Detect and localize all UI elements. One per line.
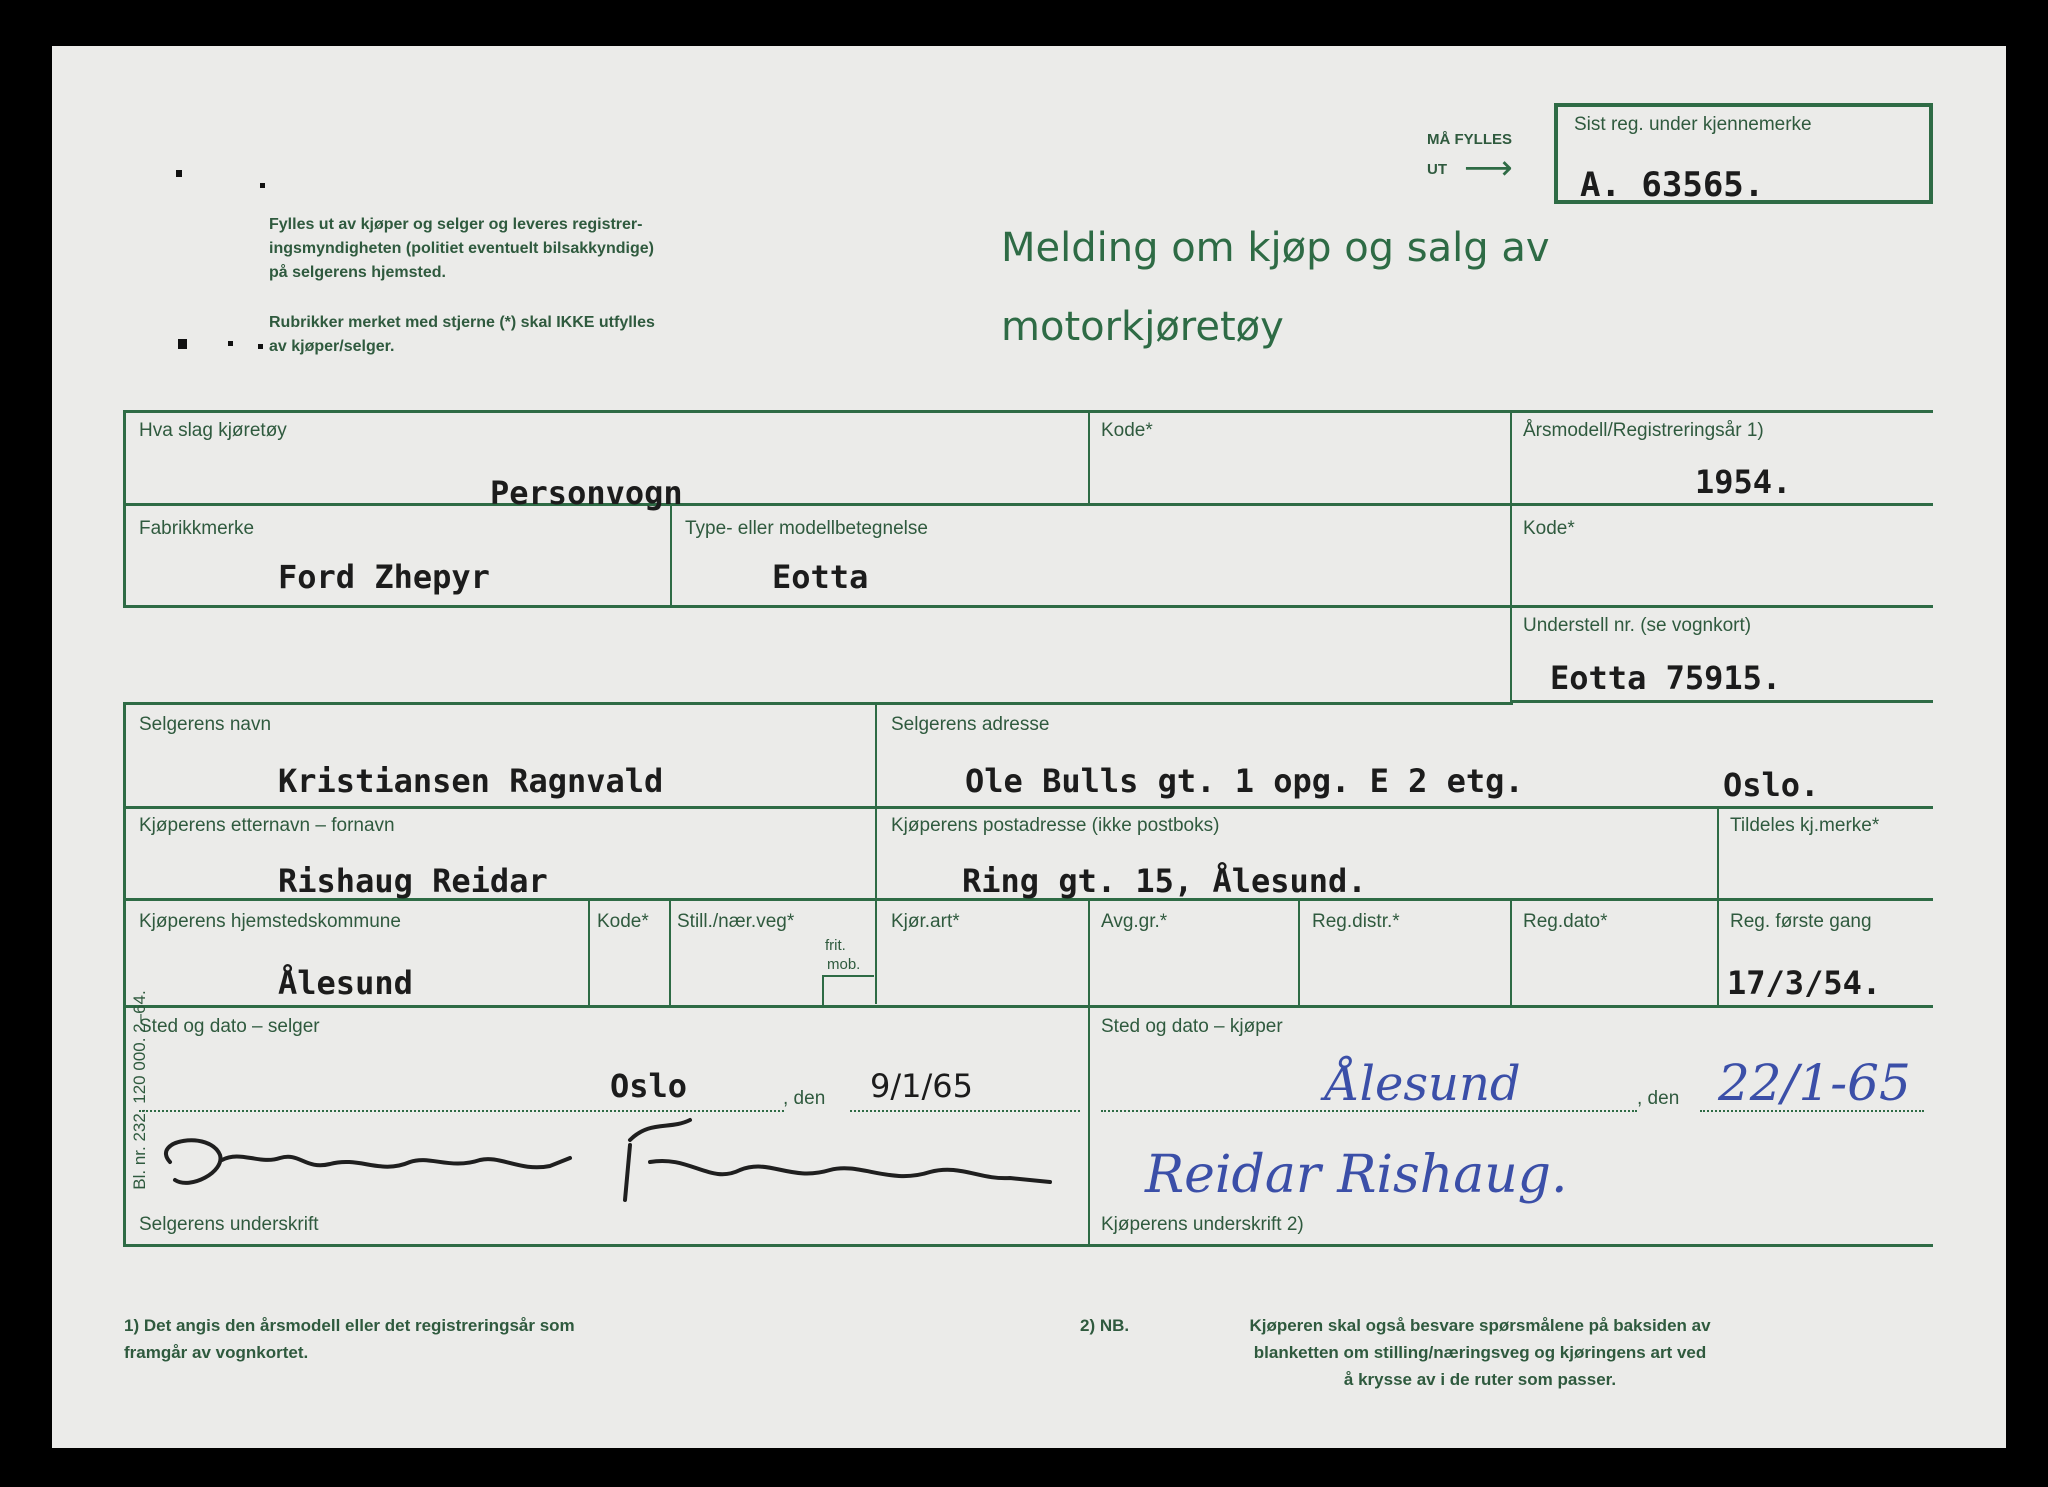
kommune-label: Kjøperens hjemstedskommune [139, 911, 401, 932]
sted-selger-label: Sted og dato – selger [139, 1016, 320, 1037]
punch-mark [260, 183, 265, 188]
footnote-2-prefix: 2) NB. [1080, 1316, 1130, 1335]
seller-name-value[interactable]: Kristiansen Ragnvald [278, 762, 664, 800]
buyer-signature: Reidar Rishaug. [1145, 1145, 1568, 1205]
arrow-icon: ⟶ [1464, 148, 1513, 188]
seller-address-value[interactable]: Ole Bulls gt. 1 opg. E 2 etg. [965, 762, 1524, 800]
footnote-1: 1) Det angis den årsmodell eller det registreringsår som framgår av vognkortet. [124, 1316, 575, 1362]
ut-label: UT [1427, 161, 1447, 178]
instruction-text: Fylles ut av kjøper og selger og leveres registrer- ingsmyndigheten (politiet eventuelt bilsakkyndige) på selgerens hjemsted. [269, 216, 654, 281]
dato-selger-value[interactable]: 9/1/65 [870, 1067, 973, 1105]
buyer-name-value[interactable]: Rishaug Reidar [278, 862, 548, 900]
sist-reg-value[interactable]: A. 63565. [1580, 165, 1765, 205]
sted-selger-value[interactable]: Oslo [610, 1067, 688, 1105]
frit-label: frit. [825, 937, 846, 954]
fabrikkmerke-label: Fabrikkmerke [139, 518, 255, 539]
footnote-2: Kjøperen skal også besvare spørsmålene på baksiden av blanketten om stilling/næringsveg og kjøringens art ved å krysse av i de ruter som passer. [1249, 1316, 1711, 1389]
seller-signature-label: Selgerens underskrift [139, 1214, 319, 1235]
punch-mark [228, 341, 233, 346]
seller-name-label: Selgerens navn [139, 714, 272, 735]
buyer-name-label: Kjøperens etternavn – fornavn [139, 815, 395, 836]
still-label: Still./nær.veg* [677, 911, 795, 932]
form-title-line-2: motorkjøretøy [1001, 304, 1284, 350]
seller-address-label: Selgerens adresse [891, 714, 1050, 735]
maa-fylles-label: MÅ FYLLES [1427, 131, 1512, 148]
arsmodell-label: Årsmodell/Registreringsår 1) [1523, 420, 1764, 441]
reg-forste-label: Reg. første gang [1730, 911, 1872, 932]
seller-signature-icon [130, 1100, 1090, 1220]
understell-label: Understell nr. (se vognkort) [1523, 615, 1752, 636]
regdato-label: Reg.dato* [1523, 911, 1608, 932]
fabrikkmerke-value[interactable]: Ford Zhepyr [278, 558, 490, 596]
form-title-line-1: Melding om kjøp og salg av [1001, 225, 1550, 271]
reg-forste-value[interactable]: 17/3/54. [1727, 964, 1882, 1002]
vehicle-type-value[interactable]: Personvogn [490, 474, 683, 512]
dato-kjoper-value[interactable]: 22/1-65 [1718, 1054, 1911, 1112]
buyer-signature-label: Kjøperens underskrift 2) [1101, 1214, 1304, 1235]
kode2-label: Kode* [1523, 518, 1575, 539]
kjorart-label: Kjør.art* [891, 911, 960, 932]
kode-label: Kode* [1101, 420, 1153, 441]
modell-label: Type- eller modellbetegnelse [685, 518, 928, 539]
understell-value[interactable]: Eotta 75915. [1550, 659, 1782, 697]
kommune-kode-label: Kode* [597, 911, 649, 932]
modell-value[interactable]: Eotta [772, 558, 869, 596]
seller-city-value[interactable]: Oslo. [1723, 766, 1820, 804]
tildeles-label: Tildeles kj.merke* [1730, 815, 1880, 836]
kommune-value[interactable]: Ålesund [278, 964, 413, 1002]
punch-mark [178, 339, 187, 349]
form-number-side-text: Bl. nr. 232. 120 000. 2–64. [130, 990, 149, 1190]
mob-label: mob. [827, 956, 861, 973]
den-label: , den [783, 1088, 826, 1109]
punch-mark [258, 344, 263, 349]
avggr-label: Avg.gr.* [1101, 911, 1168, 932]
sted-kjoper-label: Sted og dato – kjøper [1101, 1016, 1283, 1037]
regdistr-label: Reg.distr.* [1312, 911, 1400, 932]
buyer-post-value[interactable]: Ring gt. 15, Ålesund. [962, 862, 1367, 900]
punch-mark [176, 170, 182, 177]
den-label-2: , den [1637, 1088, 1680, 1109]
sist-reg-label: Sist reg. under kjennemerke [1574, 114, 1812, 135]
instruction-text-2: Rubrikker merket med stjerne (*) skal IKKE utfylles av kjøper/selger. [269, 314, 655, 355]
buyer-post-label: Kjøperens postadresse (ikke postboks) [891, 815, 1220, 836]
vehicle-type-label: Hva slag kjøretøy [139, 420, 287, 441]
sted-kjoper-value[interactable]: Ålesund [1325, 1056, 1521, 1112]
arsmodell-value[interactable]: 1954. [1695, 463, 1792, 501]
